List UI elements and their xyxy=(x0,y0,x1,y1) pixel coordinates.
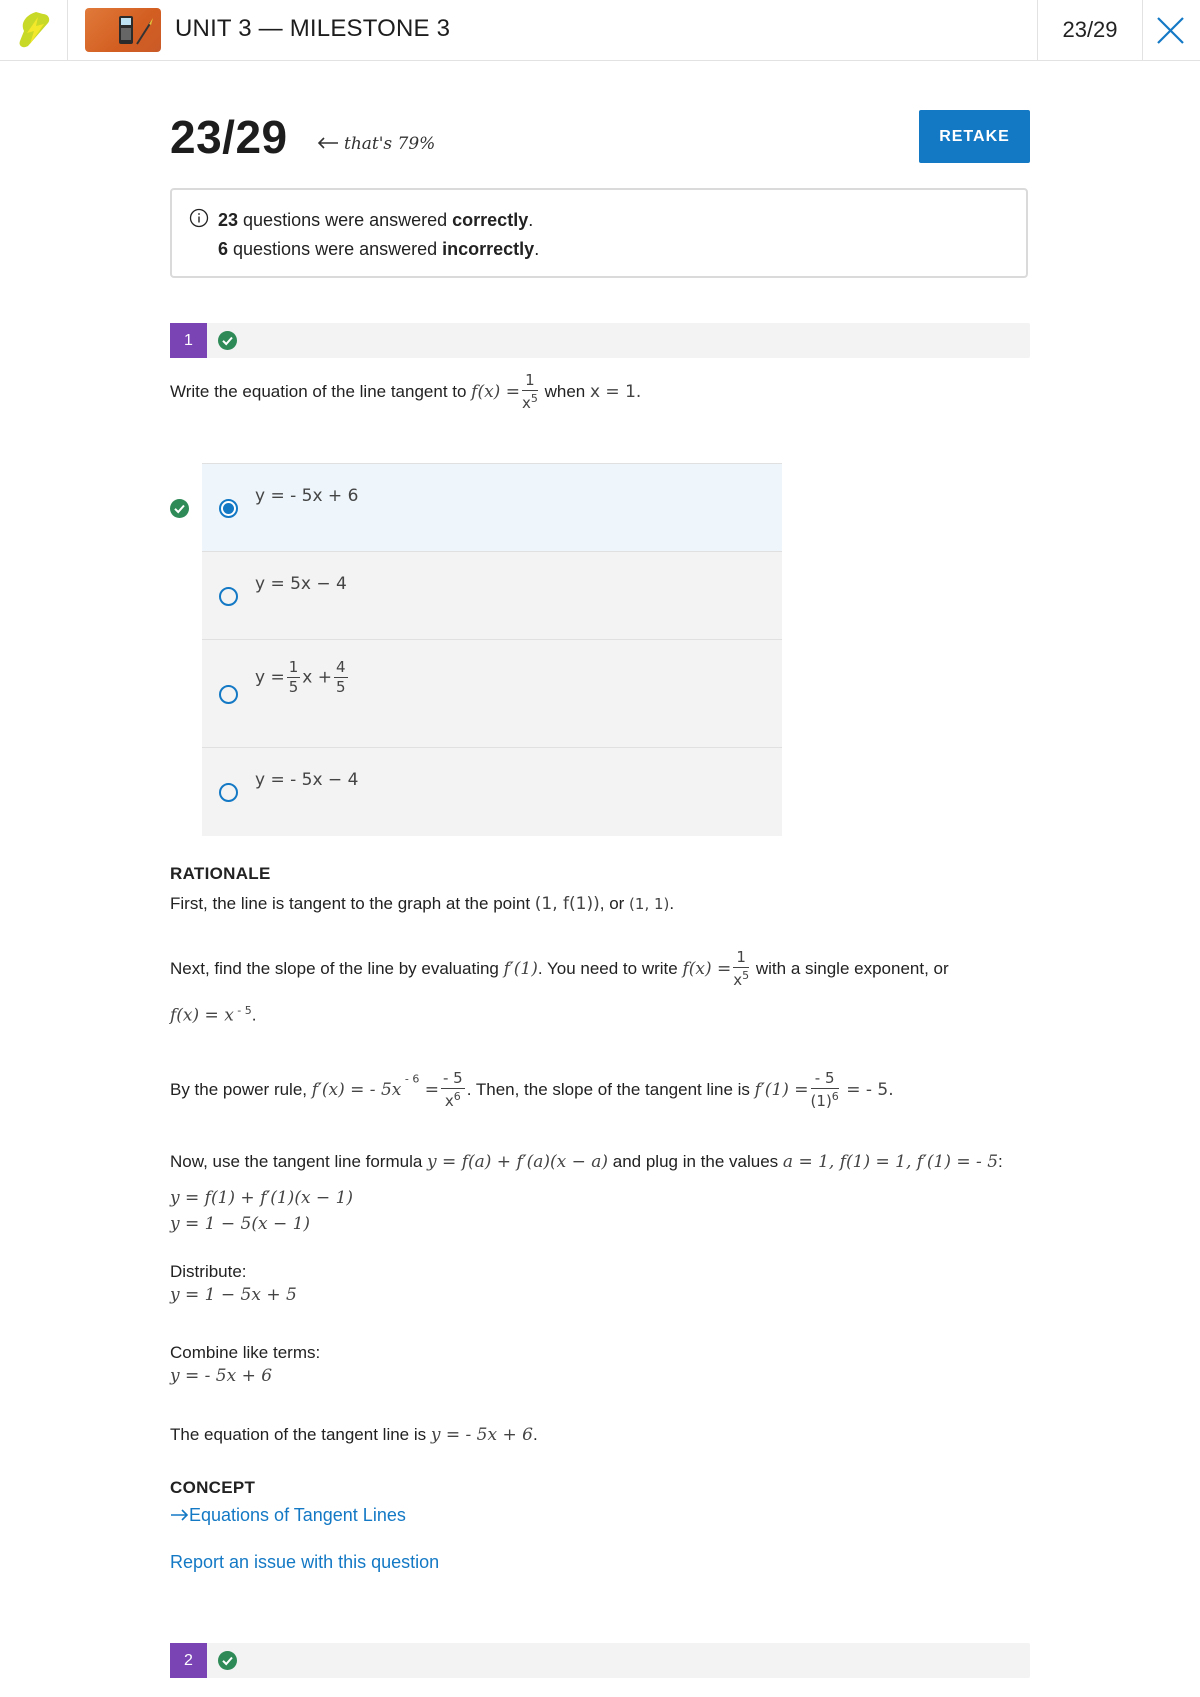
answer-option[interactable] xyxy=(202,639,782,748)
rationale-text: : xyxy=(998,1152,1003,1171)
prompt-condition: x = 1. xyxy=(589,382,642,402)
rationale-text: . xyxy=(532,1425,538,1444)
concept-link-label[interactable]: Equations of Tangent Lines xyxy=(189,1505,406,1525)
prompt-function: f(x) = xyxy=(471,382,520,402)
prompt-denominator xyxy=(522,391,538,411)
rationale-math: f′(x) = - 5x xyxy=(311,1080,402,1100)
arrow-left-icon xyxy=(316,136,340,150)
radio-selected[interactable] xyxy=(219,499,238,518)
incorrect-word: incorrectly xyxy=(442,239,535,259)
rationale-fraction xyxy=(811,1071,839,1109)
check-circle-icon xyxy=(218,331,237,350)
fraction-numerator: 1 xyxy=(288,658,299,676)
header-score-text: 23/29 xyxy=(1062,17,1118,42)
radio-unselected[interactable] xyxy=(219,783,238,802)
close-button[interactable] xyxy=(1142,0,1200,60)
rationale-math: = - 5. xyxy=(840,1080,894,1100)
check-circle-icon xyxy=(218,1651,237,1670)
rationale-paragraph xyxy=(170,1004,257,1026)
rationale-equation: y = 1 − 5x + 5 xyxy=(170,1285,297,1305)
prompt-den-exp: 5 xyxy=(530,392,538,405)
radio-unselected[interactable] xyxy=(219,587,238,606)
summary-period: . xyxy=(534,239,540,259)
rationale-math: y = - 5x + 6 xyxy=(430,1425,533,1445)
rationale-text: Next, find the slope of the line by evaluating xyxy=(170,959,504,978)
correct-count: 23 xyxy=(218,210,239,230)
fraction-numerator: - 5 xyxy=(811,1071,839,1089)
rationale-math: a = 1, f(1) = 1, f′(1) = - 5 xyxy=(782,1152,999,1172)
rationale-math: f(x) = xyxy=(682,959,732,979)
rationale-text: . xyxy=(669,894,675,913)
milestone-thumbnail xyxy=(85,8,161,52)
rationale-text: By the power rule, xyxy=(170,1080,312,1099)
rationale-exp: - 6 xyxy=(401,1072,420,1086)
question-number: 1 xyxy=(170,323,207,358)
arrow-right-icon xyxy=(170,1508,189,1522)
summary-correct xyxy=(218,210,533,231)
prompt-when: when xyxy=(539,382,590,401)
rationale-paragraph xyxy=(170,1152,1003,1172)
calculator-thumbnail-icon xyxy=(85,8,161,52)
check-circle-icon xyxy=(170,499,189,518)
rationale-math: = xyxy=(419,1080,439,1100)
fraction-den-exp: 6 xyxy=(831,1090,839,1103)
logo-cell xyxy=(0,0,68,60)
rationale-equation: y = - 5x + 6 xyxy=(170,1366,273,1386)
rationale-fraction xyxy=(441,1071,465,1109)
fraction-denominator xyxy=(811,1089,839,1109)
rationale-math: f′(1) = xyxy=(754,1080,809,1100)
close-icon xyxy=(1157,17,1184,44)
answer-fraction xyxy=(287,660,301,695)
fraction-numerator: 1 xyxy=(733,950,749,968)
rationale-step-label: Distribute: xyxy=(170,1262,247,1281)
rationale-text: First, the line is tangent to the graph at the point xyxy=(170,894,535,913)
page-title: UNIT 3 — MILESTONE 3 xyxy=(175,15,451,42)
rationale-fraction xyxy=(733,950,749,988)
rationale-equation: y = f(1) + f′(1)(x − 1) xyxy=(170,1188,354,1208)
question-number: 2 xyxy=(170,1643,207,1678)
question-prompt xyxy=(170,373,641,411)
rationale-math: f′(1) xyxy=(503,959,538,979)
rationale-math: f(x) = x xyxy=(170,1005,234,1026)
rationale-conclusion xyxy=(170,1425,538,1445)
rationale-paragraph xyxy=(170,894,674,914)
question-header[interactable] xyxy=(170,1643,1030,1678)
summary-text: questions were answered xyxy=(238,210,453,230)
fraction-denominator xyxy=(441,1089,465,1109)
rationale-paragraph xyxy=(170,950,949,988)
rationale-text: . You need to write xyxy=(537,959,683,978)
rationale-equation: y = 1 − 5(x − 1) xyxy=(170,1214,311,1234)
result-score: 23/29 xyxy=(170,111,288,163)
fraction-den-exp: 5 xyxy=(742,969,750,982)
concept-link[interactable] xyxy=(170,1505,406,1526)
results-summary xyxy=(170,188,1028,278)
fraction-numerator: 4 xyxy=(335,658,346,676)
fraction-den-base: x xyxy=(733,971,743,989)
rationale-heading: RATIONALE xyxy=(170,864,271,883)
rationale-text: with a single exponent, or xyxy=(751,959,949,978)
rationale-math: (1, 1) xyxy=(629,895,670,913)
prompt-text: Write the equation of the line tangent to xyxy=(170,382,472,401)
correct-word: correctly xyxy=(452,210,529,230)
answer-label: y = - 5x + 6 xyxy=(255,486,359,506)
fraction-denominator: 5 xyxy=(335,678,346,696)
radio-unselected[interactable] xyxy=(219,685,238,704)
rationale-text: Now, use the tangent line formula xyxy=(170,1152,428,1171)
percent-note: that's 79% xyxy=(344,134,436,154)
answer-mid: x + xyxy=(302,667,332,688)
answer-option[interactable] xyxy=(202,463,782,552)
fraction-denominator xyxy=(733,968,749,988)
info-icon xyxy=(189,208,209,228)
rationale-text: The equation of the tangent line is xyxy=(170,1425,431,1444)
top-bar xyxy=(0,0,1200,61)
incorrect-count: 6 xyxy=(218,239,229,259)
concept-heading: CONCEPT xyxy=(170,1478,256,1497)
question-header[interactable] xyxy=(170,323,1030,358)
fraction-numerator: - 5 xyxy=(442,1069,463,1087)
fraction-den-base: (1) xyxy=(810,1092,832,1110)
prompt-numerator: 1 xyxy=(522,373,538,391)
rationale-exp: - 5 xyxy=(233,1004,252,1017)
report-issue-link[interactable]: Report an issue with this question xyxy=(170,1552,440,1572)
fraction-den-base: x xyxy=(444,1092,454,1110)
rationale-paragraph xyxy=(170,1071,894,1109)
header-score xyxy=(1037,0,1143,60)
prompt-den-base: x xyxy=(521,394,531,412)
answer-lhs: y = xyxy=(255,667,285,688)
answer-label: y = - 5x − 4 xyxy=(255,770,359,790)
retake-button[interactable]: RETAKE xyxy=(919,110,1030,163)
answer-label xyxy=(255,660,350,695)
answer-option[interactable] xyxy=(202,551,782,640)
rationale-text: , or xyxy=(599,894,630,913)
rationale-math: y = f(a) + f′(a)(x − a) xyxy=(427,1152,609,1172)
summary-incorrect xyxy=(218,239,539,260)
summary-text: questions were answered xyxy=(228,239,443,259)
answer-fraction xyxy=(334,660,348,695)
rationale-step-label: Combine like terms: xyxy=(170,1343,321,1362)
sophia-logo-icon[interactable] xyxy=(18,11,50,49)
summary-period: . xyxy=(528,210,534,230)
rationale-text: . Then, the slope of the tangent line is xyxy=(466,1080,755,1099)
answer-option[interactable] xyxy=(202,747,782,836)
prompt-fraction xyxy=(522,373,538,411)
answer-label: y = 5x − 4 xyxy=(255,574,347,594)
fraction-den-exp: 6 xyxy=(453,1090,461,1103)
fraction-denominator: 5 xyxy=(288,678,299,696)
rationale-text: and plug in the values xyxy=(608,1152,783,1171)
rationale-text: . xyxy=(251,1005,257,1025)
rationale-math: (1, f(1)) xyxy=(534,894,600,914)
